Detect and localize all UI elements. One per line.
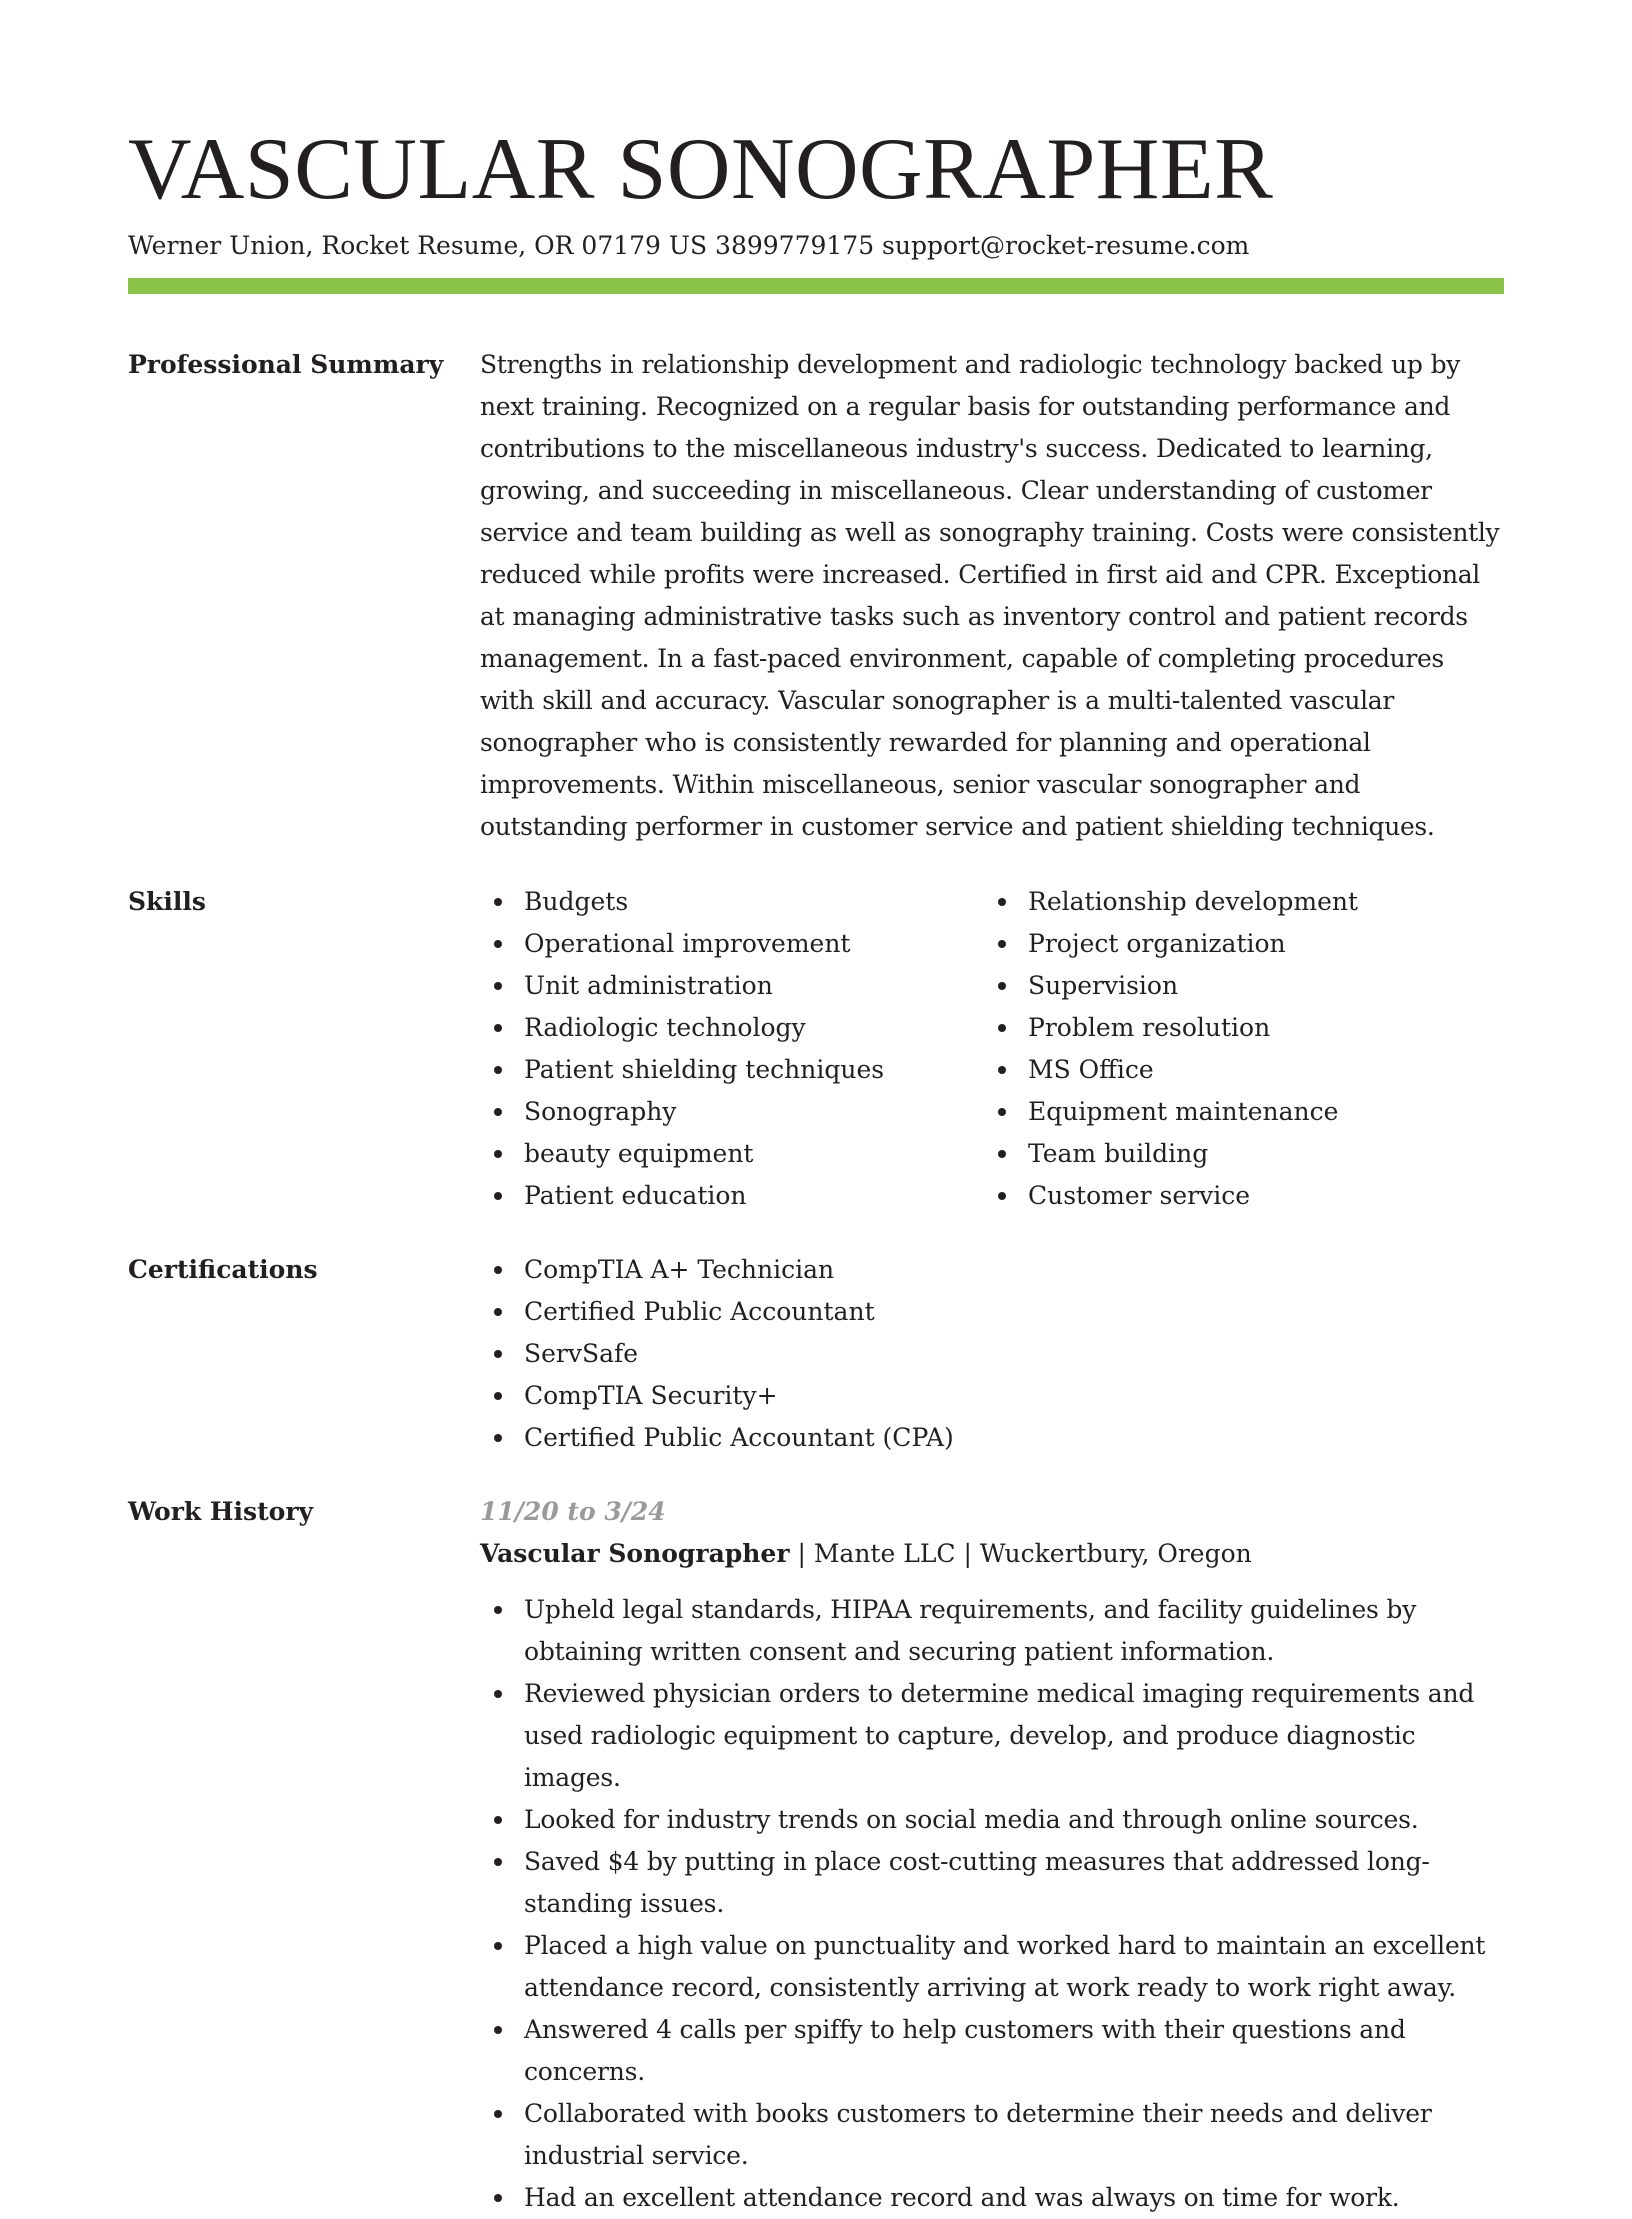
certification-item: CompTIA Security+	[480, 1375, 1504, 1417]
certification-item: CompTIA A+ Technician	[480, 1249, 1504, 1291]
job-bullet: Collaborated with books customers to determine their needs and deliver industrial service.	[480, 2093, 1504, 2177]
skills-section	[128, 881, 1504, 1217]
bullet-icon	[998, 1192, 1006, 1200]
job-bullet: Placed a high value on punctuality and worked hard to maintain an excellent attendance record, consistently arriving at work ready to work right away.	[480, 1925, 1504, 2009]
bullet-icon	[494, 2194, 502, 2202]
skill-item: Problem resolution	[984, 1007, 1488, 1049]
certification-item: ServSafe	[480, 1333, 1504, 1375]
bullet-icon	[494, 1308, 502, 1316]
bullet-icon	[494, 1606, 502, 1614]
certifications-list	[480, 1249, 1504, 1459]
bullet-icon	[494, 1942, 502, 1950]
job-dates: 11/20 to 3/24	[480, 1497, 666, 1526]
bullet-icon	[494, 2110, 502, 2118]
job-bullets	[480, 1589, 1504, 2219]
bullet-icon	[494, 1858, 502, 1866]
skill-item: Budgets	[480, 881, 984, 923]
skill-item: Customer service	[984, 1175, 1488, 1217]
bullet-icon	[998, 1066, 1006, 1074]
job-bullet: Reviewed physician orders to determine medical imaging requirements and used radiologic equipment to capture, develop, and produce diagnostic images.	[480, 1673, 1504, 1799]
bullet-icon	[998, 982, 1006, 990]
resume-page	[128, 120, 1504, 2219]
contact-line: Werner Union, Rocket Resume, OR 07179 US 3899779175 support@rocket-resume.com	[128, 231, 1250, 260]
skill-item: Relationship development	[984, 881, 1488, 923]
bullet-icon	[494, 1192, 502, 1200]
header-accent-rule	[128, 278, 1504, 294]
job-bullet: Answered 4 calls per spiffy to help customers with their questions and concerns.	[480, 2009, 1504, 2093]
certification-item: Certified Public Accountant (CPA)	[480, 1417, 1504, 1459]
bullet-icon	[494, 1024, 502, 1032]
bullet-icon	[494, 982, 502, 990]
job-header	[480, 1533, 1504, 1575]
skill-item: Unit administration	[480, 965, 984, 1007]
job-bullet: Saved $4 by putting in place cost-cutting measures that addressed long-standing issues.	[480, 1841, 1504, 1925]
bullet-icon	[494, 1350, 502, 1358]
bullet-icon	[494, 1816, 502, 1824]
certifications-heading: Certifications	[128, 1255, 318, 1284]
skill-item: Sonography	[480, 1091, 984, 1133]
job-title: Vascular Sonographer	[480, 1539, 790, 1568]
skill-item: MS Office	[984, 1049, 1488, 1091]
bullet-icon	[494, 1108, 502, 1116]
bullet-icon	[494, 2026, 502, 2034]
skill-item: beauty equipment	[480, 1133, 984, 1175]
skill-item: Patient education	[480, 1175, 984, 1217]
job-bullet: Had an excellent attendance record and was always on time for work.	[480, 2177, 1504, 2219]
summary-text: Strengths in relationship development and radiologic technology backed up by next training. Recognized on a regular basis for outstanding performance and contributions to the miscellaneous industry's success. Dedicated to learning, growing, and succeeding in miscellaneous. Clear understanding of customer service and team building as well as sonography training. Costs were consistently reduced while profits were increased. Certified in first aid and CPR. Exceptional at managing administrative tasks such as inventory control and patient records management. In a fast-paced environment, capable of completing procedures with skill and accuracy. Vascular sonographer is a multi-talented vascular sonographer who is consistently rewarded for planning and operational improvements. Within miscellaneous, senior vascular sonographer and outstanding performer in customer service and patient shielding techniques.	[480, 350, 1500, 841]
skill-item: Patient shielding techniques	[480, 1049, 984, 1091]
work-history-heading: Work History	[128, 1497, 314, 1526]
bullet-icon	[494, 1066, 502, 1074]
bullet-icon	[494, 1434, 502, 1442]
skill-item: Team building	[984, 1133, 1488, 1175]
skill-item: Radiologic technology	[480, 1007, 984, 1049]
job-employer-location: | Mante LLC | Wuckertbury, Oregon	[789, 1539, 1252, 1568]
bullet-icon	[494, 1266, 502, 1274]
bullet-icon	[998, 940, 1006, 948]
bullet-icon	[998, 1150, 1006, 1158]
candidate-name: VASCULAR SONOGRAPHER	[128, 121, 1274, 218]
skill-item: Equipment maintenance	[984, 1091, 1488, 1133]
bullet-icon	[998, 1108, 1006, 1116]
certifications-section	[128, 1249, 1504, 1459]
summary-heading: Professional Summary	[128, 350, 444, 379]
summary-section	[128, 344, 1504, 848]
skill-item: Project organization	[984, 923, 1488, 965]
bullet-icon	[998, 1024, 1006, 1032]
bullet-icon	[494, 898, 502, 906]
bullet-icon	[998, 898, 1006, 906]
skills-list-right	[984, 881, 1488, 1217]
certification-item: Certified Public Accountant	[480, 1291, 1504, 1333]
bullet-icon	[494, 1690, 502, 1698]
work-history-section	[128, 1491, 1504, 2219]
bullet-icon	[494, 1150, 502, 1158]
job-bullet: Looked for industry trends on social media and through online sources.	[480, 1799, 1504, 1841]
skills-list-left	[480, 881, 984, 1217]
bullet-icon	[494, 1392, 502, 1400]
skill-item: Supervision	[984, 965, 1488, 1007]
bullet-icon	[494, 940, 502, 948]
skills-heading: Skills	[128, 887, 206, 916]
skill-item: Operational improvement	[480, 923, 984, 965]
job-bullet: Upheld legal standards, HIPAA requirements, and facility guidelines by obtaining written consent and securing patient information.	[480, 1589, 1504, 1673]
